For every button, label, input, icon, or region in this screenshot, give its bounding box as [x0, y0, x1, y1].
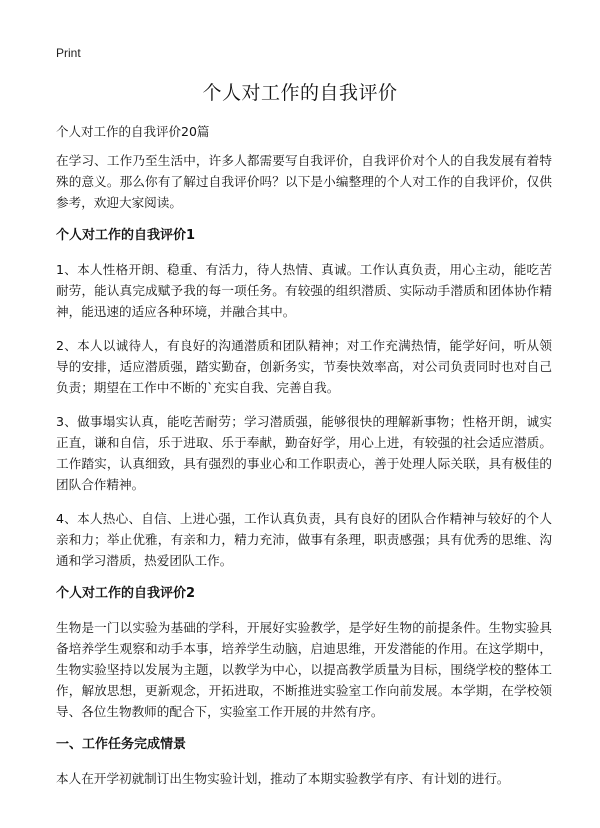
- print-link[interactable]: Print: [56, 46, 81, 60]
- section1-paragraph-3: 3、做事塌实认真，能吃苦耐劳；学习潜质强，能够很快的理解新事物；性格开朗，诚实正直，谦和自信，乐于进取、乐于奉献，勤奋好学，用心上进，有较强的社会适应潜质。工作踏实，认真细致，具有强烈的事业心和工作职责心，善于处理人际关联，具有极佳的团队合作精神。: [56, 414, 552, 492]
- section1-paragraph-4: 4、本人热心、自信、上进心强，工作认真负责，具有良好的团队合作精神与较好的个人亲和力；举止优雅，有亲和力，精力充沛，做事有条理，职责感强；具有优秀的思维、沟通和学习潜质，热爱团队工作。: [56, 511, 552, 568]
- section1-paragraph-1: 1、本人性格开朗、稳重、有活力，待人热情、真诚。工作认真负责，用心主动，能吃苦耐劳，能认真完成赋予我的每一项任务。有较强的组织潜质、实际动手潜质和团体协作精神，能迅速的适应各种环境，并融合其中。: [56, 262, 552, 319]
- section-heading-3: 一、工作任务完成情景: [56, 737, 187, 752]
- page-subtitle: 个人对工作的自我评价20篇: [56, 124, 210, 139]
- intro-paragraph: 在学习、工作乃至生活中，许多人都需要写自我评价，自我评价对个人的自我发展有着特殊的意义。那么你有了解过自我评价吗？以下是小编整理的个人对工作的自我评价，仅供参考，欢迎大家阅读。: [56, 153, 552, 210]
- article-body: [56, 150, 552, 802]
- page-title: 个人对工作的自我评价: [202, 82, 398, 104]
- section-heading-2: 个人对工作的自我评价2: [56, 586, 196, 601]
- section2-paragraph-1: 生物是一门以实验为基础的学科，开展好实验教学，是学好生物的前提条件。生物实验具备培养学生观察和动手本事，培养学生动脑，启迪思维，开发潜能的作用。在这学期中，生物实验坚持以发展为主题，以教学为中心，以提高教学质量为目标，围绕学校的整体工作，解放思想，更新观念，开拓进取，不断推进实验室工作向前发展。本学期，在学校领导、各位生物教师的配合下，实验室工作开展的井然有序。: [56, 620, 552, 719]
- section1-paragraph-2: 2、本人以诚待人，有良好的沟通潜质和团队精神；对工作充满热情，能学好问，听从领导的安排，适应潜质强，踏实勤奋，创新务实，节奏快效率高，对公司负责同时也对自己负责；期望在工作中不断的`充实自我、完善自我。: [56, 338, 552, 395]
- section-heading-1: 个人对工作的自我评价1: [56, 228, 196, 243]
- section3-paragraph-1: 本人在开学初就制订出生物实验计划，推动了本期实验教学有序、有计划的进行。: [56, 771, 510, 786]
